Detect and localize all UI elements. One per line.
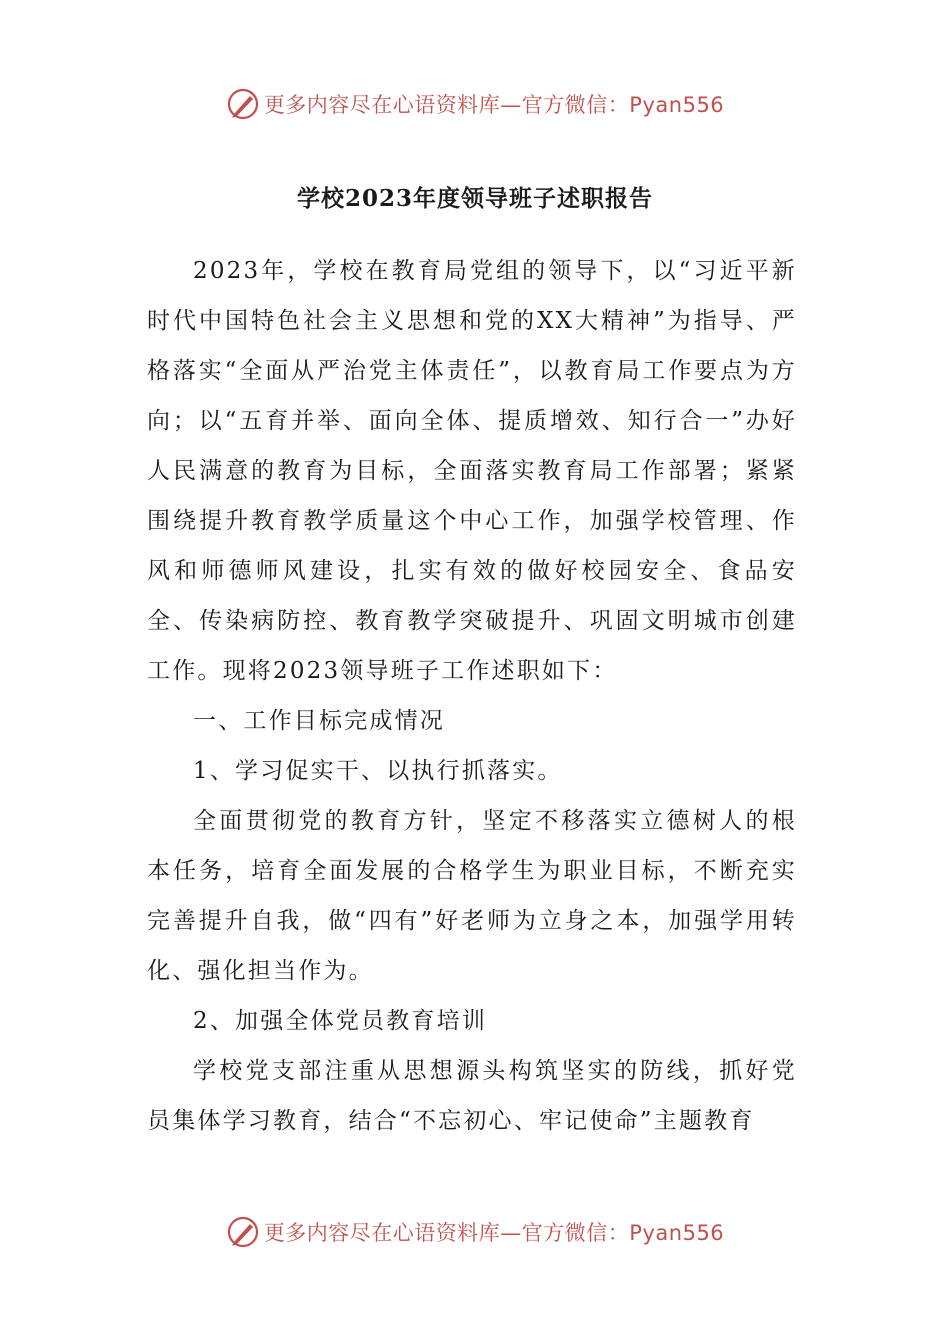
- paragraph-study: 全面贯彻党的教育方针，坚定不移落实立德树人的根本任务，培育全面发展的合格学生为职业目标，不断充实完善提升自我，做“四有”好老师为立身之本，加强学用转化、强化担当作为。: [147, 808, 797, 984]
- paragraph-intro: 2023年，学校在教育局党组的领导下，以“习近平新时代中国特色社会主义思想和党的XX大精神”为指导、严格落实“全面从严治党主体责任”，以教育局工作要点为方向；以“五育并举、面向全体、提质增效、知行合一”办好人民满意的教育为目标，全面落实教育局工作部署；紧紧围绕提升教育教学质量这个中心工作，加强学校管理、作风和师德师风建设，扎实有效的做好校园安全、食品安全、传染病防控、教育教学突破提升、巩固文明城市创建工作。现将2023领导班子工作述职如下：: [147, 258, 797, 684]
- pen-logo-icon: [226, 1215, 260, 1249]
- header-watermark: [0, 84, 950, 124]
- watermark-text: 更多内容尽在心语资料库—官方微信：Pyan556: [263, 1221, 725, 1245]
- document-title: 学校2023年度领导班子述职报告: [296, 185, 653, 212]
- paragraph-party-training: 学校党支部注重从思想源头构筑坚实的防线，抓好党员集体学习教育，结合“不忘初心、牢记使命”主题教育: [147, 1058, 797, 1134]
- document-body: [147, 246, 797, 1146]
- watermark-text: 更多内容尽在心语资料库—官方微信：Pyan556: [263, 93, 725, 117]
- subheading-1: 1、学习促实干、以执行抓落实。: [193, 758, 563, 784]
- footer-watermark: [0, 1212, 950, 1252]
- section-heading-1: 一、工作目标完成情况: [193, 708, 445, 734]
- subheading-2: 2、加强全体党员教育培训: [193, 1008, 488, 1034]
- pen-logo-icon: [226, 87, 260, 121]
